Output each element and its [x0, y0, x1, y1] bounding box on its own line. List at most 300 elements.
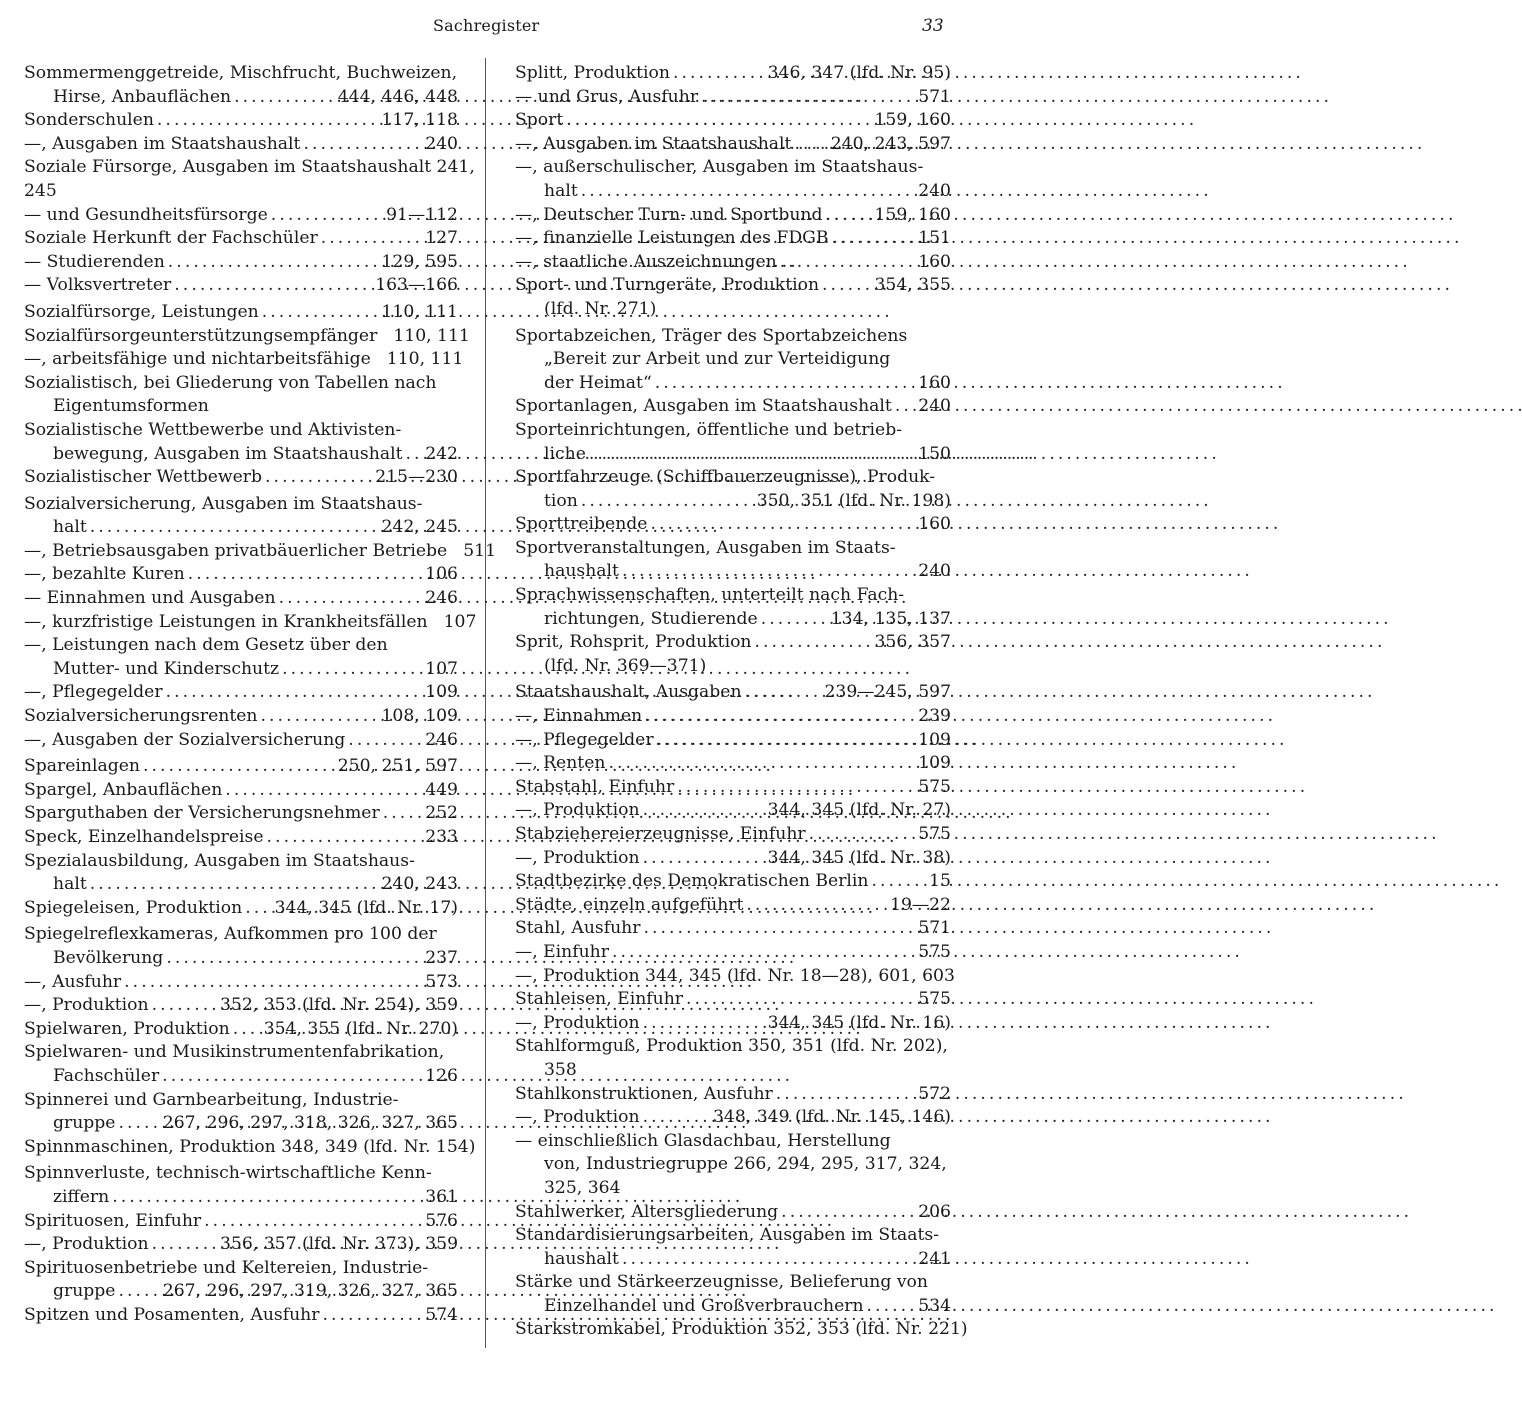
entry-pages: 575: [918, 941, 951, 962]
index-entry: [24, 1018, 458, 1042]
index-line: [24, 611, 477, 635]
index-entry: [24, 611, 477, 635]
index-entry: [24, 802, 458, 826]
index-entry: [515, 631, 951, 678]
entry-term: Stahlkonstruktionen, Ausfuhr: [515, 1083, 773, 1104]
dot-leader: [773, 1083, 918, 1107]
entry-term: Spargel, Anbauflächen: [24, 779, 223, 800]
index-entry: [515, 1035, 951, 1082]
dot-leader: [345, 729, 425, 753]
entry-term: liche: [544, 443, 586, 464]
index-line: [24, 873, 458, 897]
entry-term: —, Betriebsausgaben privatbäuerlicher Betriebe: [24, 540, 448, 561]
entry-pages: 344, 345 (lfd. Nr. 17): [274, 897, 458, 918]
entry-pages: 449: [425, 779, 458, 800]
entry-pages: 160: [918, 372, 951, 393]
dot-leader: [231, 86, 338, 110]
index-line: [515, 870, 951, 894]
dot-leader: [586, 443, 918, 467]
entry-pages: 267, 296, 297, 318, 326, 327, 365: [162, 1113, 458, 1134]
dot-leader: [619, 560, 918, 584]
entry-term: 245: [24, 180, 57, 201]
entry-term: Stabstahl, Einfuhr: [515, 776, 675, 797]
entry-term: halt: [53, 517, 87, 538]
entry-term: —, Ausgaben im Staatshaushalt: [515, 133, 792, 154]
index-entry: [24, 109, 458, 133]
index-line: [24, 274, 458, 298]
index-entry: [24, 1233, 458, 1257]
index-entry: [24, 301, 458, 325]
entry-pages: 159, 160: [874, 110, 951, 131]
entry-pages: 109: [425, 682, 458, 703]
index-line: [24, 897, 458, 921]
dot-leader: [380, 802, 426, 826]
index-entry: [24, 227, 458, 251]
index-line: [515, 86, 951, 110]
dot-leader: [806, 823, 919, 847]
dot-leader: [640, 1106, 713, 1130]
entry-pages: 242: [425, 443, 458, 464]
dot-leader: [262, 466, 375, 490]
entry-term: Stahl, Ausfuhr: [515, 918, 641, 939]
dot-leader: [640, 799, 768, 823]
dot-leader: [109, 1186, 425, 1210]
page-title: Sachregister: [433, 16, 540, 35]
entry-term: Splitt, Produktion: [515, 63, 670, 83]
index-line: [515, 204, 951, 228]
dot-leader: [140, 755, 338, 779]
dot-leader: [742, 681, 825, 705]
index-line: [515, 251, 951, 275]
index-line: [515, 560, 951, 584]
index-line: [24, 802, 458, 826]
entry-pages: 239—245, 597: [824, 682, 951, 703]
index-entry: [515, 1201, 951, 1225]
entry-term: —, arbeitsfähige und nichtarbeitsfähige: [24, 349, 371, 370]
entry-term: Starkstromkabel, Produktion 352, 353 (lfd. Nr. 221): [515, 1319, 968, 1340]
entry-pages: 252: [425, 803, 458, 824]
entry-term: „Bereit zur Arbeit und zur Verteidigung: [544, 349, 891, 370]
index-entry: [515, 988, 951, 1012]
index-line: [24, 443, 458, 467]
dot-leader: [230, 1018, 264, 1042]
entry-term: Sport- und Turngeräte, Produktion: [515, 275, 820, 296]
entry-pages: 575: [918, 776, 951, 797]
entry-term: Sportfahrzeuge (Schiffbauerzeugnisse), Produk-: [515, 467, 936, 488]
index-entry: [515, 752, 951, 776]
entry-pages: 110, 111: [393, 325, 470, 346]
entry-term: —, Deutscher Turn- und Sportbund: [515, 204, 823, 225]
dot-leader: [642, 705, 918, 729]
entry-pages: 354, 355: [874, 275, 951, 296]
index-line: [24, 348, 464, 372]
dot-leader: [319, 1304, 425, 1328]
index-entry: [24, 348, 464, 372]
entry-pages: 573: [425, 971, 458, 992]
entry-pages: 15: [929, 871, 951, 892]
entry-term: ziffern: [53, 1186, 110, 1207]
entry-term: Sprachwissenschaften, unterteilt nach Fach-: [515, 585, 905, 606]
entry-pages: 361: [425, 1186, 458, 1207]
entry-term: tion: [544, 490, 578, 511]
dot-leader: [609, 941, 918, 965]
dot-leader: [752, 631, 875, 655]
entry-term: —, Pflegegelder: [24, 682, 163, 703]
entry-pages: 129, 595: [381, 251, 458, 272]
entry-term: bewegung, Ausgaben im Staatshaushalt: [53, 443, 403, 464]
entry-term: Sozialistischer Wettbewerb: [24, 467, 263, 488]
entry-term: (lfd. Nr. 369—371): [544, 655, 707, 676]
entry-pages: 356, 357: [874, 632, 951, 653]
entry-term: Sportabzeichen, Träger des Sportabzeichens: [515, 325, 908, 346]
entry-term: Sprit, Rohsprit, Produktion: [515, 632, 752, 653]
entry-term: Stahlformguß, Produktion 350, 351 (lfd. Nr. 202),: [515, 1036, 948, 1057]
index-line: [515, 180, 951, 204]
entry-term: —, staatliche Auszeichnungen: [515, 251, 777, 272]
index-line: [515, 443, 951, 467]
index-line: [24, 301, 458, 325]
index-entry: [24, 1089, 458, 1136]
entry-term: —, Einnahmen: [515, 706, 643, 727]
index-entry: [515, 870, 951, 894]
index-line: [515, 490, 951, 514]
index-entry: [515, 274, 951, 321]
entry-pages: 126: [425, 1065, 458, 1086]
dot-leader: [578, 490, 757, 514]
index-line: [24, 1304, 458, 1328]
index-line: [24, 227, 458, 251]
entry-pages: 19—22: [890, 894, 951, 915]
index-line: [515, 274, 951, 298]
index-entry: [24, 133, 458, 157]
index-entry: [24, 1304, 458, 1328]
entry-pages: 127: [425, 228, 458, 249]
index-entry: [515, 1130, 951, 1201]
index-line: [24, 1186, 458, 1210]
index-line: [24, 1280, 458, 1304]
entry-term: Spiegelreflexkameras, Aufkommen pro 100 der: [24, 924, 437, 945]
index-line: [24, 1112, 458, 1136]
index-entry: [515, 251, 951, 275]
index-entry: [24, 204, 458, 228]
entry-term: —, Produktion: [24, 995, 149, 1016]
entry-term: — einschließlich Glasdachbau, Herstellung: [515, 1130, 891, 1151]
entry-pages: 344, 345 (lfd. Nr. 16): [767, 1012, 951, 1033]
dot-leader: [791, 133, 830, 157]
entry-term: Spirituosenbetriebe und Keltereien, Industrie-: [24, 1257, 429, 1278]
entry-term: Sozialversicherung, Ausgaben im Staatshaus-: [24, 493, 423, 514]
entry-term: —, Produktion: [515, 847, 640, 868]
entry-term: haushalt: [544, 561, 619, 582]
entry-pages: 348, 349 (lfd. Nr. 145, 146): [712, 1107, 951, 1128]
entry-pages: 240, 243, 597: [830, 133, 951, 154]
entry-term: Städte, einzeln aufgeführt: [515, 894, 744, 915]
entry-term: 358: [544, 1059, 577, 1080]
dot-leader: [777, 251, 918, 275]
index-entry: [515, 156, 951, 203]
index-entry: [515, 204, 951, 228]
index-entry: [515, 917, 951, 941]
index-entry: [515, 729, 951, 753]
index-entry: [24, 372, 458, 419]
index-entry: [515, 894, 951, 918]
index-entry: [24, 1210, 458, 1234]
entry-pages: 511: [463, 540, 497, 561]
entry-term: Sozialfürsorgeunterstützungsempfänger: [24, 325, 378, 346]
index-entry: [515, 965, 955, 989]
entry-pages: 117, 118: [381, 110, 458, 131]
dot-leader: [242, 897, 274, 921]
dot-leader: [159, 1065, 425, 1089]
entry-pages: 109: [918, 729, 951, 750]
dot-leader: [165, 251, 382, 275]
index-entry: [515, 1224, 951, 1271]
entry-pages: 250, 251, 597: [337, 756, 458, 777]
index-line: [515, 705, 951, 729]
index-line: [24, 705, 458, 729]
index-entry: [515, 419, 951, 466]
index-line: [24, 251, 458, 275]
entry-term: —, Produktion: [24, 1234, 149, 1255]
dot-leader: [279, 658, 425, 682]
dot-leader: [640, 917, 918, 941]
dot-leader: [778, 1201, 918, 1225]
entry-term: —, Produktion: [515, 800, 640, 821]
dot-leader: [259, 301, 382, 325]
index-entry: [24, 325, 470, 349]
dot-leader: [652, 372, 918, 396]
dot-leader: [743, 894, 890, 918]
entry-term: Bevölkerung: [53, 947, 164, 968]
index-line: [515, 941, 951, 965]
entry-term: Sport: [515, 110, 564, 131]
index-entry: [24, 62, 458, 109]
index-line: [24, 755, 458, 779]
index-line: [24, 947, 458, 971]
index-line: [515, 917, 951, 941]
entry-term: — und Grus, Ausfuhr: [515, 86, 699, 107]
entry-pages: 575: [918, 824, 951, 844]
entry-pages: 240: [918, 396, 951, 417]
entry-term: —, Einfuhr: [515, 941, 609, 962]
index-line: [24, 779, 458, 803]
index-entry: [24, 681, 458, 705]
dot-leader: [121, 971, 425, 995]
index-line: [24, 971, 458, 995]
entry-term: Sportanlagen, Ausgaben im Staatshaushalt: [515, 396, 892, 417]
index-line: [515, 133, 951, 157]
dot-leader: [670, 62, 768, 86]
index-line: [515, 608, 951, 632]
entry-term: Sporttreibende: [515, 514, 648, 535]
index-line: [515, 681, 951, 705]
entry-term: Stahlwerker, Altersgliederung: [515, 1201, 779, 1222]
entry-term: Spirituosen, Einfuhr: [24, 1210, 202, 1231]
dot-leader: [640, 1012, 768, 1036]
dot-leader: [185, 563, 425, 587]
entry-term: —, bezahlte Kuren: [24, 564, 185, 585]
entry-term: Stadtbezirke des Demokratischen Berlin: [515, 871, 869, 892]
entry-term: —, Ausfuhr: [24, 971, 122, 992]
index-line: [24, 325, 470, 349]
index-line: [515, 62, 951, 86]
entry-pages: 108, 109: [381, 706, 458, 727]
entry-term: gruppe: [53, 1281, 116, 1302]
entry-term: Spezialausbildung, Ausgaben im Staatshaus-: [24, 850, 415, 871]
entry-pages: 576: [425, 1210, 458, 1231]
entry-term: Standardisierungsarbeiten, Ausgaben im Staats-: [515, 1225, 940, 1246]
entry-term: —, kurzfristige Leistungen in Krankheitsfällen: [24, 611, 428, 632]
entry-term: Spinnverluste, technisch-wirtschaftliche Kenn-: [24, 1163, 432, 1184]
index-line: [24, 994, 458, 1018]
index-entry: [24, 1136, 476, 1160]
dot-leader: [819, 274, 874, 298]
index-line: [24, 681, 458, 705]
dot-leader: [868, 870, 929, 894]
entry-pages: 572: [918, 1083, 951, 1104]
entry-pages: 350, 351 (lfd. Nr. 198): [756, 490, 951, 511]
index-entry: [515, 847, 951, 871]
entry-term: Sommermenggetreide, Mischfrucht, Buchweizen,: [24, 63, 458, 83]
entry-term: —, Ausgaben der Sozialversicherung: [24, 729, 346, 750]
entry-pages: 150: [918, 443, 951, 464]
entry-term: der Heimat“: [544, 372, 652, 393]
dot-leader: [640, 847, 768, 871]
entry-term: Sporteinrichtungen, öffentliche und betrieb-: [515, 419, 903, 440]
index-entry: [515, 823, 951, 847]
entry-pages: 240: [425, 133, 458, 154]
entry-term: Sozialistische Wettbewerbe und Aktivisten-: [24, 419, 402, 440]
entry-pages: 246: [425, 588, 458, 609]
entry-term: Spitzen und Posamenten, Ausfuhr: [24, 1304, 320, 1325]
index-line: [515, 372, 951, 396]
entry-pages: 344, 345 (lfd. Nr. 38): [767, 847, 951, 868]
entry-pages: 110, 111: [381, 301, 458, 322]
entry-pages: 151: [918, 228, 951, 249]
entry-pages: 352, 353 (lfd. Nr. 254), 359: [219, 995, 458, 1016]
index-line: [515, 227, 951, 251]
index-line: [24, 540, 497, 564]
index-entry: [24, 897, 458, 921]
dot-leader: [674, 776, 918, 800]
entry-term: Sonderschulen: [24, 110, 154, 131]
entry-term: haushalt: [544, 1248, 619, 1269]
entry-term: Spielwaren- und Musikinstrumentenfabrikation,: [24, 1042, 445, 1063]
entry-term: Stärke und Stärkeerzeugnisse, Belieferung von: [515, 1272, 928, 1293]
entry-pages: 444, 446, 448: [337, 86, 458, 107]
entry-term: Einzelhandel und Großverbrauchern: [544, 1295, 864, 1316]
dot-leader: [654, 729, 919, 753]
index-entry: [24, 1257, 458, 1304]
index-entry: [24, 850, 458, 897]
index-entry: [24, 274, 458, 298]
index-entry: [515, 86, 951, 110]
index-line: [515, 1083, 951, 1107]
entry-pages: 109: [918, 753, 951, 774]
entry-term: Fachschüler: [53, 1065, 160, 1086]
entry-term: halt: [544, 180, 578, 201]
entry-pages: 346, 347 (lfd. Nr. 95): [767, 63, 951, 83]
entry-term: Spinnmaschinen, Produktion 348, 349 (lfd. Nr. 154): [24, 1136, 476, 1157]
index-line: [515, 1248, 951, 1272]
entry-term: Staatshaushalt, Ausgaben: [515, 682, 742, 703]
entry-term: Sozialistisch, bei Gliederung von Tabellen nach: [24, 372, 437, 393]
entry-pages: 267, 296, 297, 319, 326, 327, 365: [162, 1281, 458, 1302]
index-entry: [24, 994, 458, 1018]
index-entry: [515, 941, 951, 965]
entry-pages: 571: [918, 918, 951, 939]
index-entry: [24, 1162, 458, 1209]
entry-pages: 215—230: [375, 467, 458, 488]
entry-pages: 574: [425, 1304, 458, 1325]
entry-term: halt: [53, 874, 87, 895]
entry-term: —, außerschulischer, Ausgaben im Staatshaus-: [515, 157, 924, 178]
index-line: [24, 466, 458, 490]
entry-term: —, Produktion: [515, 1012, 640, 1033]
entry-term: —, Produktion: [515, 1107, 640, 1128]
index-line: [515, 631, 951, 655]
index-entry: [515, 537, 951, 584]
dot-leader: [222, 779, 425, 803]
entry-term: Eigentumsformen: [53, 396, 209, 417]
entry-pages: 107: [443, 611, 477, 632]
entry-term: —, Ausgaben im Staatshaushalt: [24, 133, 301, 154]
entry-pages: 107: [425, 658, 458, 679]
index-entry: [515, 466, 951, 513]
index-line: [515, 1295, 951, 1319]
entry-pages: 242, 245: [381, 517, 458, 538]
entry-pages: 571: [918, 86, 951, 107]
index-entry: [515, 227, 951, 251]
entry-pages: 160: [918, 251, 951, 272]
dot-leader: [149, 1233, 220, 1257]
entry-term: gruppe: [53, 1113, 116, 1134]
index-entry: [24, 587, 458, 611]
index-line: [515, 1201, 951, 1225]
index-entry: [24, 540, 497, 564]
entry-term: — Einnahmen und Ausgaben: [24, 588, 276, 609]
dot-leader: [758, 608, 831, 632]
entry-term: Sportveranstaltungen, Ausgaben im Staats-: [515, 537, 896, 558]
dot-leader: [276, 587, 426, 611]
entry-pages: 91—112: [386, 204, 458, 225]
index-line: [515, 752, 951, 776]
page-number: 33: [922, 16, 944, 36]
dot-leader: [163, 681, 426, 705]
entry-pages: 106: [425, 564, 458, 585]
dot-leader: [698, 86, 918, 110]
entry-pages: 344, 345 (lfd. Nr. 27): [767, 800, 951, 821]
index-line: [24, 826, 458, 850]
entry-term: Mutter- und Kinderschutz: [53, 658, 280, 679]
entry-pages: 159, 160: [874, 204, 951, 225]
index-column-left: [24, 62, 497, 1327]
index-line: [24, 729, 458, 753]
entry-pages: 240, 243: [381, 874, 458, 895]
entry-term: — Volksvertreter: [24, 275, 172, 296]
dot-leader: [87, 873, 382, 897]
index-line: [515, 847, 951, 871]
index-entry: [515, 584, 951, 631]
dot-leader: [823, 204, 875, 228]
entry-pages: 233: [425, 827, 458, 847]
dot-leader: [563, 109, 874, 133]
entry-term: —, finanzielle Leistungen des FDGB: [515, 228, 829, 249]
index-entry: [515, 776, 951, 800]
entry-term: Sparguthaben der Versicherungsnehmer: [24, 803, 380, 824]
dot-leader: [864, 1295, 919, 1319]
index-line: [515, 513, 951, 537]
